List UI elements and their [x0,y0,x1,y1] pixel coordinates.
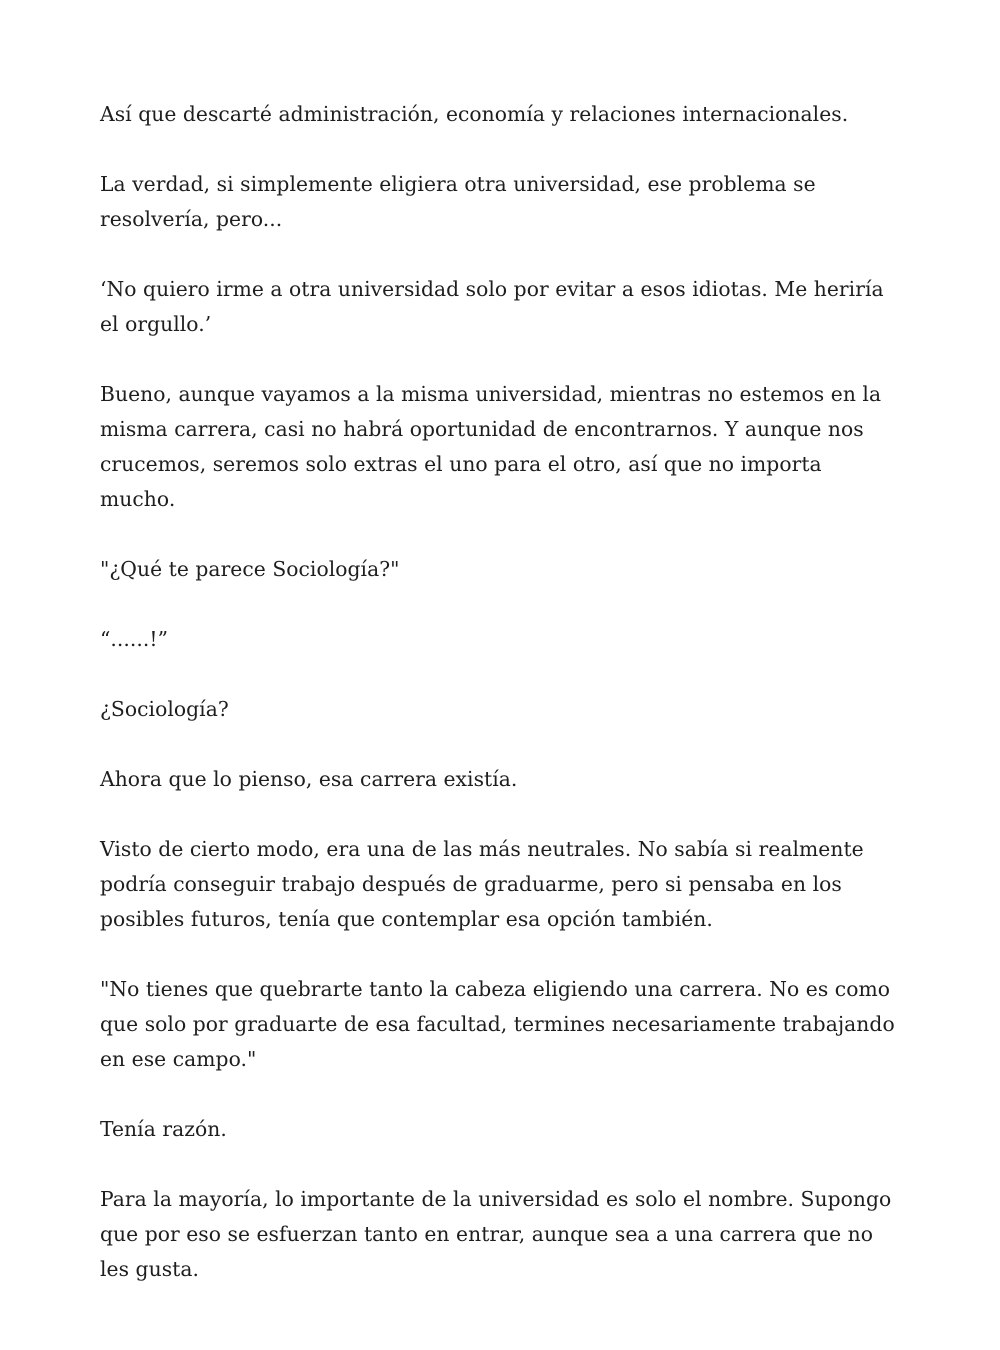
paragraph: Visto de cierto modo, era una de las más neutrales. No sabía si realmente podría conseguir trabajo después de graduarme, pero si pensaba en los posibles futuros, tenía que contemplar esa opción también. [100,837,864,931]
paragraph: La verdad, si simplemente eligiera otra universidad, ese problema se resolvería, pero... [100,172,816,231]
paragraph: ‘No quiero irme a otra universidad solo por evitar a esos idiotas. Me heriría el orgullo.’ [100,277,884,336]
paragraph: "¿Qué te parece Sociología?" [100,557,400,581]
paragraph: Bueno, aunque vayamos a la misma universidad, mientras no estemos en la misma carrera, casi no habrá oportunidad de encontrarnos. Y aunque nos crucemos, seremos solo extras el uno para el otro, así que no importa mucho. [100,382,882,511]
paragraph: ¿Sociología? [100,697,229,721]
paragraph: “......!” [100,627,169,651]
document-body [100,97,900,1322]
paragraph: Ahora que lo pienso, esa carrera existía. [100,767,518,791]
paragraph: "No tienes que quebrarte tanto la cabeza eligiendo una carrera. No es como que solo por graduarte de esa facultad, termines necesariamente trabajando en ese campo." [100,977,895,1071]
paragraph: Tenía razón. [100,1117,227,1141]
paragraph: Para la mayoría, lo importante de la universidad es solo el nombre. Supongo que por eso se esfuerzan tanto en entrar, aunque sea a una carrera que no les gusta. [100,1187,892,1281]
paragraph: Así que descarté administración, economía y relaciones internacionales. [100,102,849,126]
